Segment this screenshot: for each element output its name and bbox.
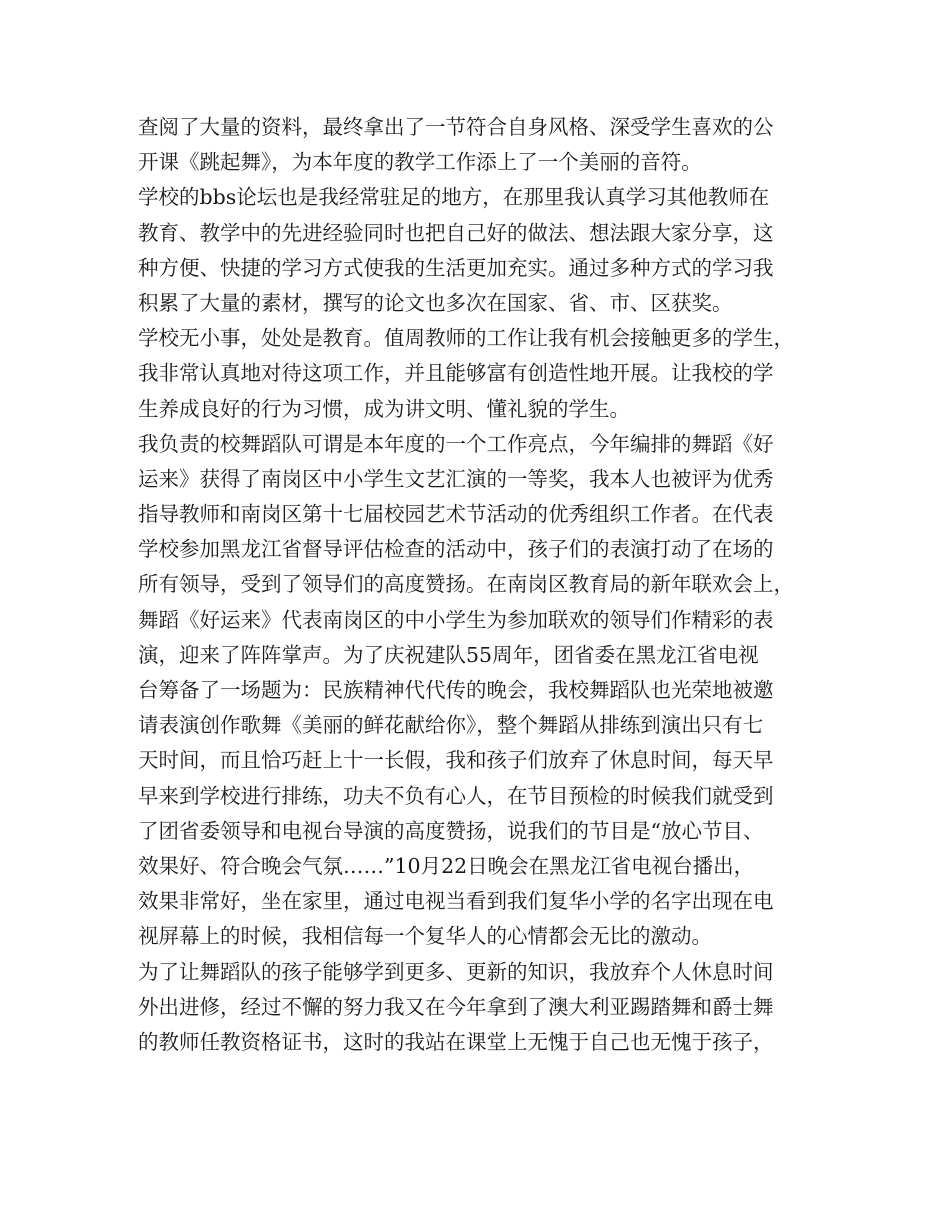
text-line: 效果好、符合晚会气氛……”10月22日晚会在黑龙江省电视台播出， bbox=[138, 853, 755, 878]
document-body bbox=[138, 110, 828, 1060]
text-line: 种方便、快捷的学习方式使我的生活更加充实。通过多种方式的学习我 bbox=[138, 255, 774, 280]
text-line: 查阅了大量的资料，最终拿出了一节符合自身风格、深受学生喜欢的公 bbox=[138, 115, 774, 139]
text-line: 的教师任教资格证书，这时的我站在课堂上无愧于自己也无愧于孩子， bbox=[138, 1029, 774, 1054]
text-line: 运来》获得了南岗区中小学生文艺汇演的一等奖，我本人也被评为优秀 bbox=[138, 466, 774, 491]
text-line: 视屏幕上的时候，我相信每一个复华人的心情都会无比的激动。 bbox=[138, 924, 712, 949]
text-line: 生养成良好的行为习惯，成为讲文明、懂礼貌的学生。 bbox=[138, 396, 630, 421]
text-line: 学校的bbs论坛也是我经常驻足的地方，在那里我认真学习其他教师在 bbox=[138, 185, 770, 210]
text-line: 台筹备了一场题为：民族精神代代传的晚会，我校舞蹈队也光荣地被邀 bbox=[138, 678, 774, 702]
text-line: 所有领导，受到了领导们的高度赞扬。在南岗区教育局的新年联欢会上， bbox=[138, 572, 794, 597]
text-line: 舞蹈《好运来》代表南岗区的中小学生为参加联欢的领导们作精彩的表 bbox=[138, 607, 774, 632]
text-line: 学校参加黑龙江省督导评估检查的活动中，孩子们的表演打动了在场的 bbox=[138, 537, 774, 562]
text-line: 早来到学校进行排练，功夫不负有心人，在节目预检的时候我们就受到 bbox=[138, 783, 774, 808]
text-line: 外出进修，经过不懈的努力我又在今年拿到了澳大利亚踢踏舞和爵士舞 bbox=[138, 994, 774, 1019]
text-line: 请表演创作歌舞《美丽的鲜花献给你》，整个舞蹈从排练到演出只有七 bbox=[138, 713, 764, 738]
text-line: 演，迎来了阵阵掌声。为了庆祝建队55周年，团省委在黑龙江省电视 bbox=[138, 642, 759, 667]
text-line: 积累了大量的素材，撰写的论文也多次在国家、省、市、区获奖。 bbox=[138, 290, 733, 315]
text-line: 天时间，而且恰巧赶上十一长假，我和孩子们放弃了休息时间，每天早 bbox=[138, 748, 774, 773]
text-line: 我非常认真地对待这项工作，并且能够富有创造性地开展。让我校的学 bbox=[138, 361, 774, 386]
text-line: 学校无小事，处处是教育。值周教师的工作让我有机会接触更多的学生， bbox=[138, 326, 794, 351]
text-line: 了团省委领导和电视台导演的高度赞扬，说我们的节目是“放心节目、 bbox=[138, 818, 764, 843]
text-line: 开课《跳起舞》，为本年度的教学工作添上了一个美丽的音符。 bbox=[138, 150, 702, 175]
text-line: 指导教师和南岗区第十七届校园艺术节活动的优秀组织工作者。在代表 bbox=[138, 502, 774, 527]
text-line: 为了让舞蹈队的孩子能够学到更多、更新的知识，我放弃个人休息时间 bbox=[138, 959, 774, 984]
text-line: 效果非常好，坐在家里，通过电视当看到我们复华小学的名字出现在电 bbox=[138, 889, 774, 914]
text-line: 教育、教学中的先进经验同时也把自己好的做法、想法跟大家分享，这 bbox=[138, 220, 774, 245]
text-line: 我负责的校舞蹈队可谓是本年度的一个工作亮点，今年编排的舞蹈《好 bbox=[138, 431, 774, 456]
